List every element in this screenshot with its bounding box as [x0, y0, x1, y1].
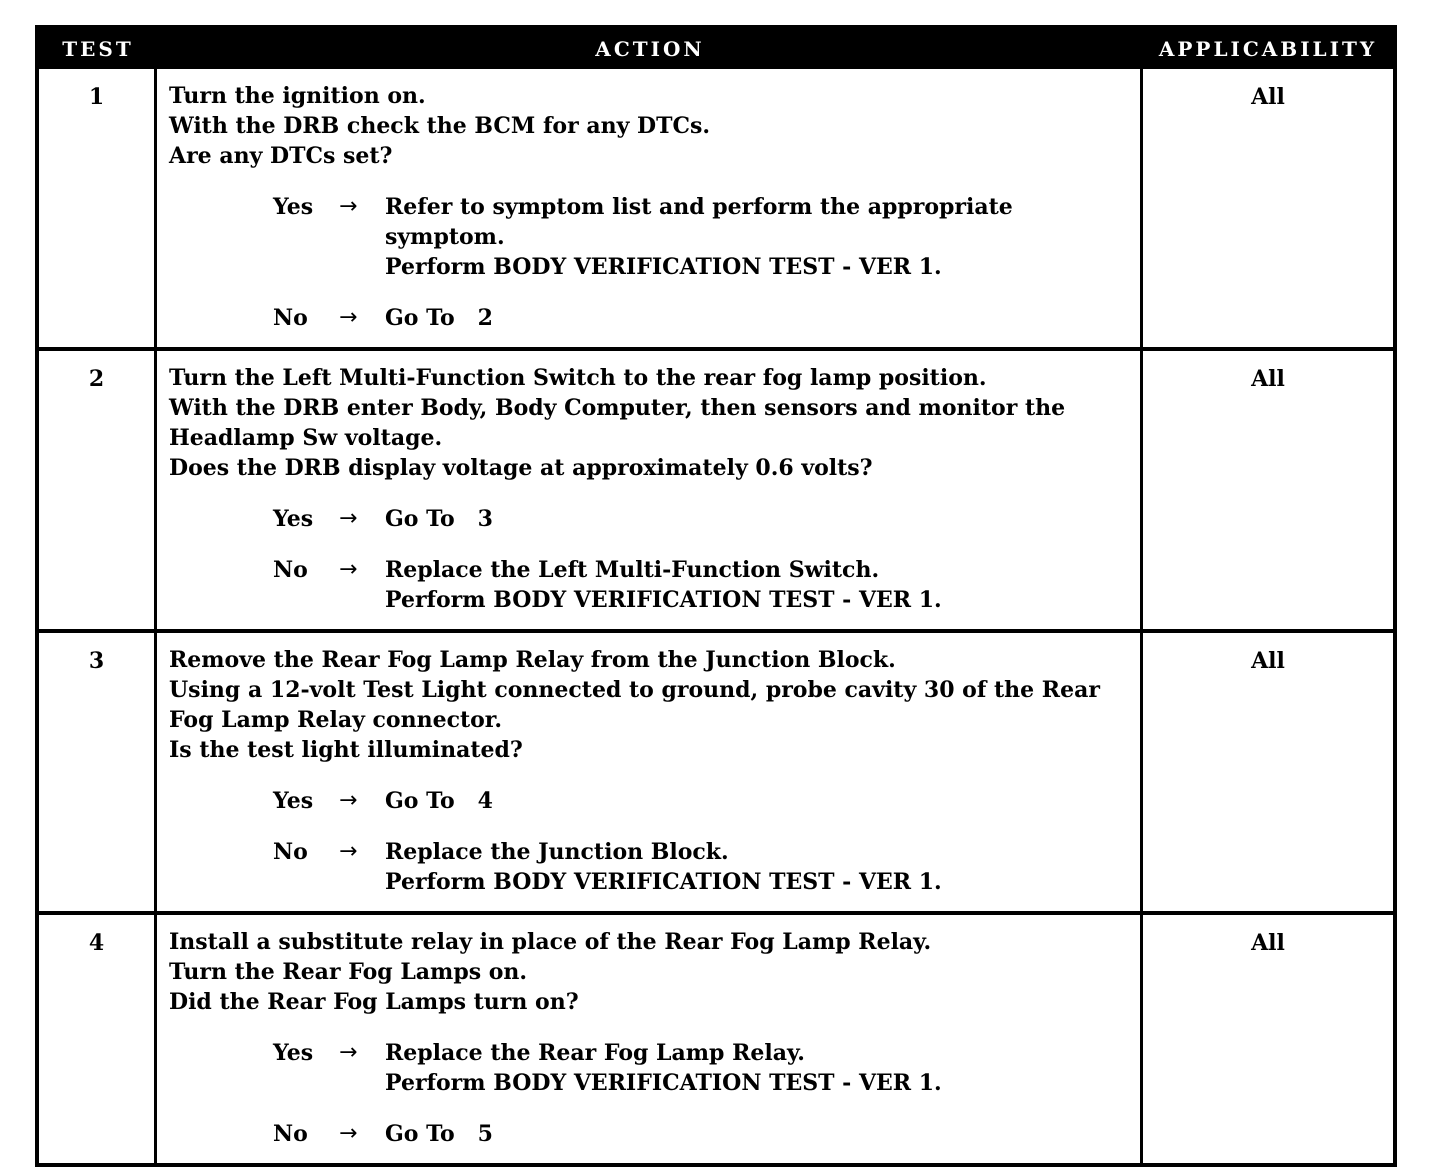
branch-label: Yes: [273, 506, 314, 532]
test-number-cell: [39, 69, 157, 347]
result-line: Go To 4: [385, 788, 493, 814]
step-line: Turn the ignition on.: [169, 83, 426, 109]
step-line: With the DRB check the BCM for any DTCs.: [169, 113, 711, 139]
branch-result: [385, 1038, 1132, 1098]
step-line: Is the test light illuminated?: [169, 737, 523, 763]
test-number-cell: [39, 351, 157, 629]
result-line: Replace the Left Multi-Function Switch.: [385, 557, 880, 583]
result-line: Refer to symptom list and perform the appropriate symptom.: [385, 194, 1013, 250]
branch-label: No: [273, 305, 308, 331]
result-line: Go To 2: [385, 305, 493, 331]
yes-branch: [169, 504, 1132, 534]
arrow-icon: →: [339, 194, 358, 219]
result-line: Perform BODY VERIFICATION TEST - VER 1.: [385, 869, 942, 895]
step-line: Remove the Rear Fog Lamp Relay from the Junction Block.: [169, 647, 896, 673]
yes-branch: [169, 786, 1132, 816]
result-line: Go To 5: [385, 1121, 493, 1147]
step-list: [169, 927, 1132, 1017]
test-number: 3: [88, 648, 105, 674]
branch-result: [385, 1119, 1132, 1149]
action-cell: [157, 351, 1143, 629]
step-line: Are any DTCs set?: [169, 143, 393, 169]
arrow-icon: →: [339, 1040, 358, 1065]
result-line: Go To 3: [385, 506, 493, 532]
result-line: Perform BODY VERIFICATION TEST - VER 1.: [385, 587, 942, 613]
step-line: Did the Rear Fog Lamps turn on?: [169, 989, 579, 1015]
table-row: [39, 911, 1393, 1163]
branch-label: No: [273, 557, 308, 583]
result-line: Replace the Junction Block.: [385, 839, 729, 865]
no-branch: [169, 1119, 1132, 1149]
test-number-cell: [39, 633, 157, 911]
table-row: [39, 629, 1393, 911]
branch-result: [385, 303, 1132, 333]
header-applicability: APPLICABILITY: [1158, 37, 1378, 61]
diagnostic-test-table: [35, 25, 1397, 1167]
arrow-icon: →: [339, 305, 358, 330]
arrow-icon: →: [339, 788, 358, 813]
step-list: [169, 645, 1132, 765]
branch-result: [385, 555, 1132, 615]
arrow-icon: →: [339, 557, 358, 582]
branch-result: [385, 192, 1132, 282]
test-number: 1: [88, 84, 105, 110]
step-list: [169, 81, 1132, 171]
step-line: Install a substitute relay in place of the Rear Fog Lamp Relay.: [169, 929, 932, 955]
test-number: 2: [88, 366, 105, 392]
result-line: Perform BODY VERIFICATION TEST - VER 1.: [385, 1070, 942, 1096]
branch-label: No: [273, 839, 308, 865]
no-branch: [169, 555, 1132, 615]
step-line: Turn the Left Multi-Function Switch to the rear fog lamp position.: [169, 365, 987, 391]
test-number-cell: [39, 915, 157, 1163]
branch-label: Yes: [273, 788, 314, 814]
table-row: [39, 69, 1393, 347]
step-line: Turn the Rear Fog Lamps on.: [169, 959, 528, 985]
step-line: With the DRB enter Body, Body Computer, then sensors and monitor the Headlamp Sw voltage.: [169, 395, 1066, 451]
step-line: Does the DRB display voltage at approximately 0.6 volts?: [169, 455, 873, 481]
result-line: Replace the Rear Fog Lamp Relay.: [385, 1040, 805, 1066]
yes-branch: [169, 1038, 1132, 1098]
step-line: Using a 12-volt Test Light connected to ground, probe cavity 30 of the Rear Fog Lamp Relay connector.: [169, 677, 1100, 733]
action-cell: [157, 915, 1143, 1163]
applicability-cell: All: [1251, 366, 1285, 392]
branch-result: [385, 837, 1132, 897]
applicability-cell: All: [1251, 648, 1285, 674]
branch-result: [385, 786, 1132, 816]
action-cell: [157, 633, 1143, 911]
header-test: TEST: [62, 37, 134, 61]
branch-label: Yes: [273, 194, 314, 220]
result-line: Perform BODY VERIFICATION TEST - VER 1.: [385, 254, 942, 280]
applicability-cell: All: [1251, 84, 1285, 110]
no-branch: [169, 303, 1132, 333]
table-header-row: [39, 29, 1393, 69]
header-action: ACTION: [595, 37, 705, 61]
branch-label: No: [273, 1121, 308, 1147]
applicability-cell: All: [1251, 930, 1285, 956]
arrow-icon: →: [339, 1121, 358, 1146]
step-list: [169, 363, 1132, 483]
table-row: [39, 347, 1393, 629]
yes-branch: [169, 192, 1132, 282]
branch-result: [385, 504, 1132, 534]
arrow-icon: →: [339, 506, 358, 531]
test-number: 4: [88, 930, 105, 956]
action-cell: [157, 69, 1143, 347]
arrow-icon: →: [339, 839, 358, 864]
branch-label: Yes: [273, 1040, 314, 1066]
no-branch: [169, 837, 1132, 897]
